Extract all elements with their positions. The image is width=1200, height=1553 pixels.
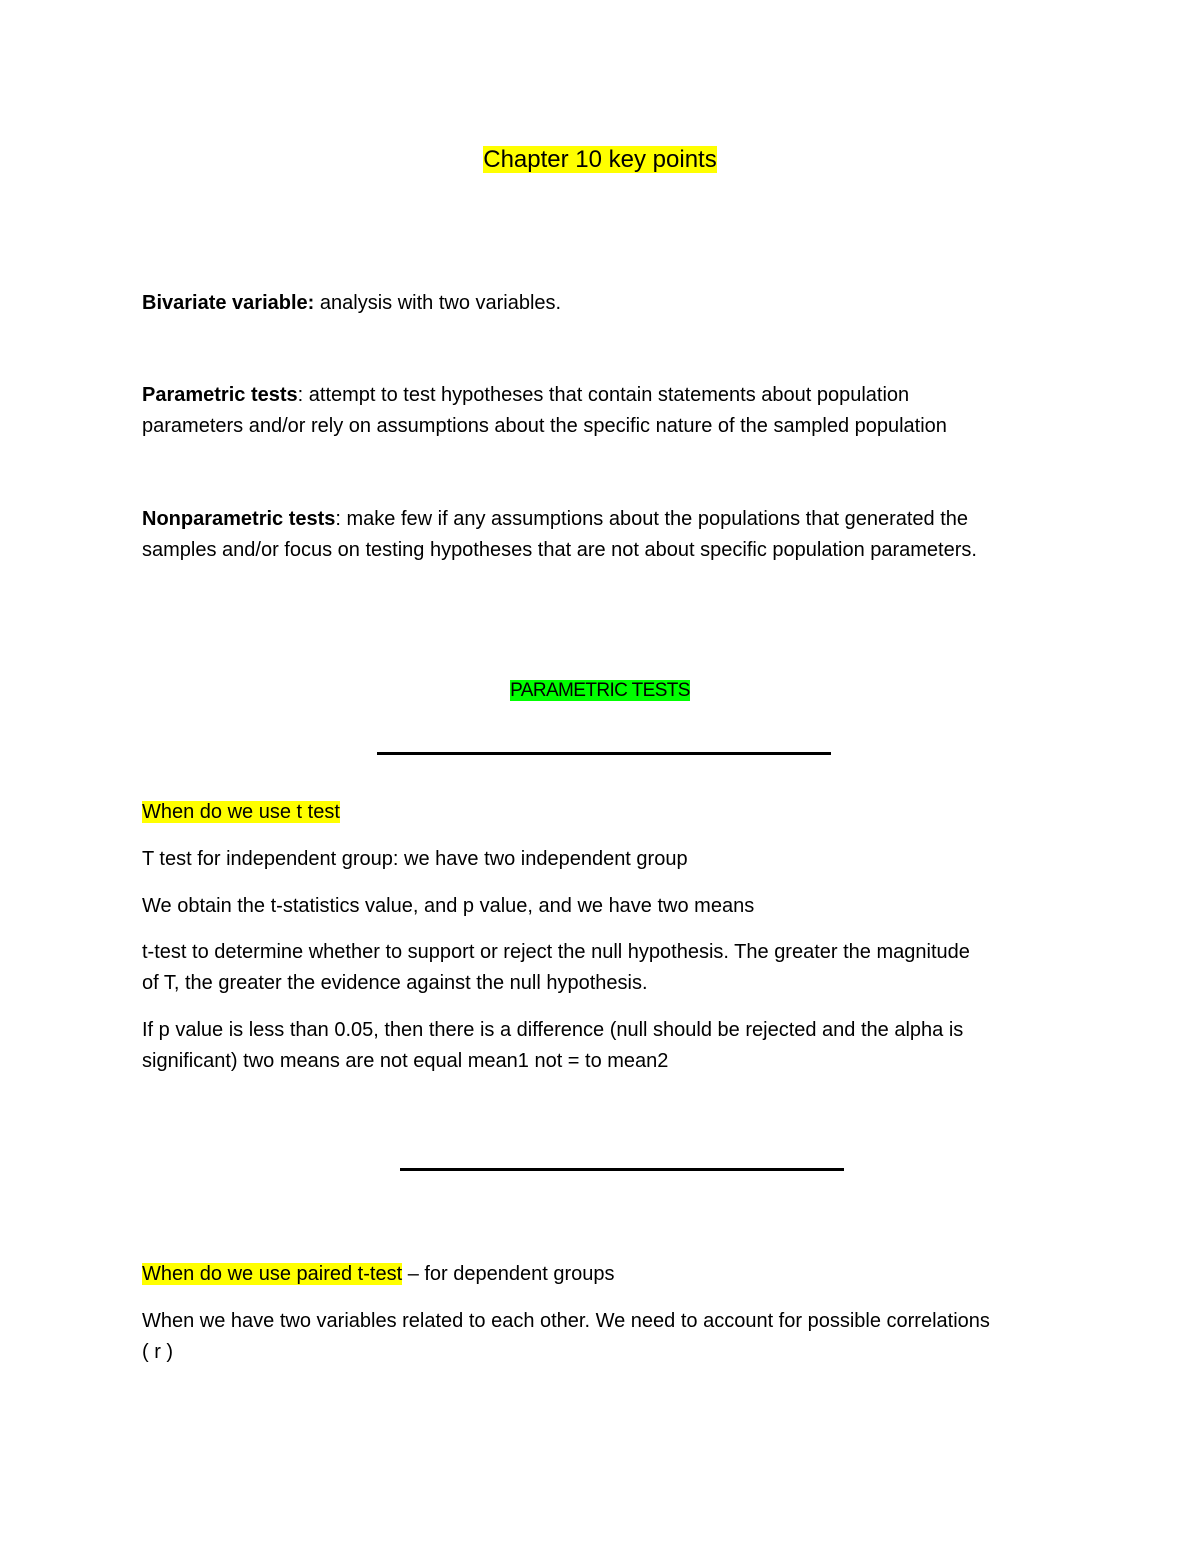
ttest-heading [142,797,340,828]
definition-text: : make few if any assumptions about the populations that generated the [335,508,969,530]
paired-line: ( r ) [142,1341,174,1363]
separator-line [377,752,831,755]
title-highlight: Chapter 10 key points [483,146,717,173]
definition-nonparametric-line2: samples and/or focus on testing hypotheses that are not about specific population parameters. [142,539,977,561]
section-heading-parametric [0,675,1200,706]
paired-heading-highlight: When do we use paired t-test [142,1263,403,1285]
definition-bivariate [142,288,561,319]
definition-term: Parametric tests [142,384,298,406]
ttest-line: of T, the greater the evidence against the null hypothesis. [142,972,648,994]
ttest-line: If p value is less than 0.05, then there is a difference (null should be rejected and the alpha is [142,1019,964,1041]
paired-heading-suffix: – for dependent groups [402,1263,615,1285]
definition-term: Bivariate variable: [142,292,315,314]
definition-parametric-line2: parameters and/or rely on assumptions about the specific nature of the sampled population [142,415,947,437]
ttest-line: We obtain the t-statistics value, and p value, and we have two means [142,895,755,917]
definition-parametric-line1 [142,380,909,411]
ttest-heading-highlight: When do we use t test [142,801,340,823]
definition-term: Nonparametric tests [142,508,336,530]
page-title [0,144,1200,176]
definition-nonparametric-line1 [142,504,968,535]
paired-line: When we have two variables related to each other. We need to account for possible correlations [142,1310,990,1332]
separator-line [400,1168,844,1171]
ttest-line: significant) two means are not equal mean1 not = to mean2 [142,1050,669,1072]
definition-text: analysis with two variables. [314,292,562,314]
paired-heading [142,1259,615,1290]
ttest-line: T test for independent group: we have two independent group [142,848,688,870]
section-heading-highlight: PARAMETRIC TESTS [510,680,690,701]
ttest-line: t-test to determine whether to support or reject the null hypothesis. The greater the magnitude [142,941,970,963]
definition-text: : attempt to test hypotheses that contain statements about population [297,384,910,406]
